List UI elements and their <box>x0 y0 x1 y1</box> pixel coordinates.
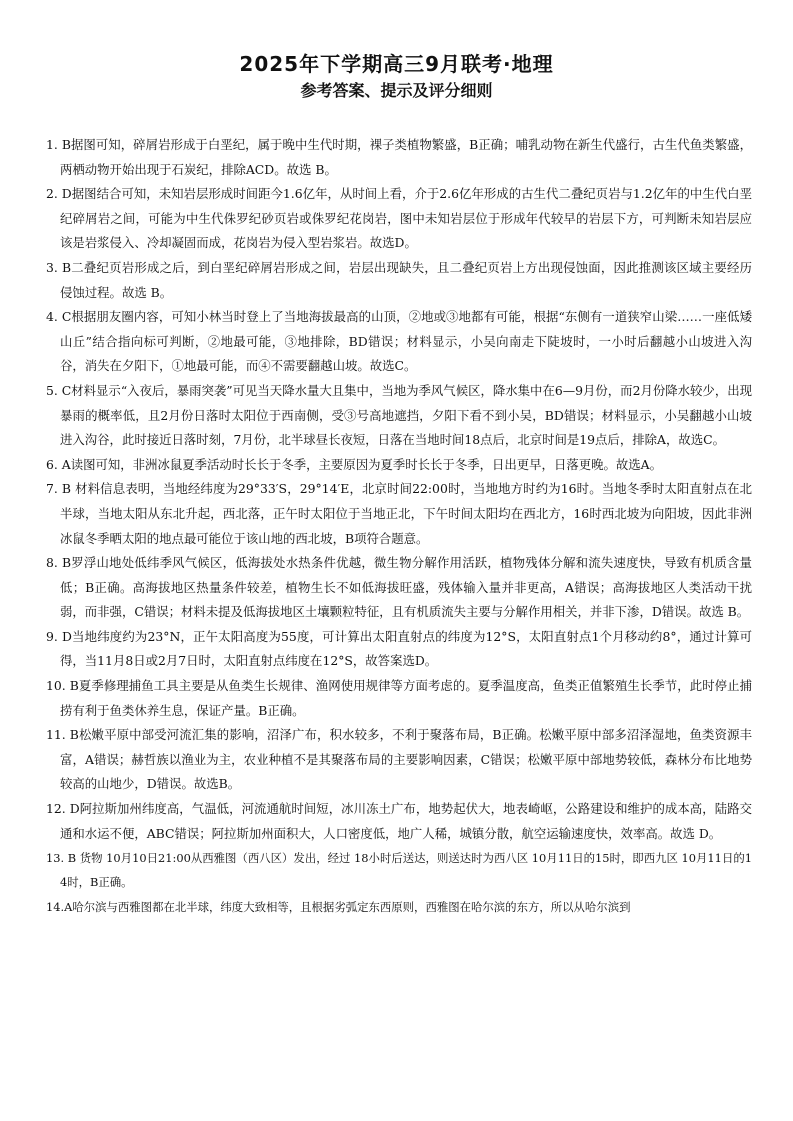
answer-item-3: 3. B二叠纪页岩形成之后，到白垩纪碎屑岩形成之间，岩层出现缺失，且二叠纪页岩上方出现侵蚀面，因此推测该区域主要经历侵蚀过程。故选 B。 <box>46 259 752 300</box>
answer-item-11: 11. B松嫩平原中部受河流汇集的影响，沼泽广布，积水较多，不利于聚落布局，B正确。松嫩平原中部多沼泽湿地，鱼类资源丰富，A错误；赫哲族以渔业为主，农业种植不是其聚落布局的主要影响因素，C错误；松嫩平原中部地势较低，森林分布比地势较高的山地少，D错误。故选B。 <box>46 727 752 792</box>
answer-item-14: 14.A哈尔滨与西雅图都在北半球，纬度大致相等，且根据劣弧定东西原则，西雅图在哈尔滨的东方，所以从哈尔滨到 <box>46 899 631 914</box>
answer-item-10: 10. B夏季修理捕鱼工具主要是从鱼类生长规律、渔网使用规律等方面考虑的。夏季温度高，鱼类正值繁殖生长季节，此时停止捕捞有利于鱼类休养生息，保证产量。B正确。 <box>46 678 752 718</box>
page-title: 2025年下学期高三9月联考·地理 <box>239 52 554 76</box>
answer-item-13: 13. B 货物 10月10日21:00从西雅图（西八区）发出，经过 18小时后送达，则送达时为西八区 10月11日的15时，即西九区 10月11日的14时，B正确。 <box>46 851 752 890</box>
answer-item-9: 9. D当地纬度约为23°N，正午太阳高度为55度，可计算出太阳直射点的纬度为12°S，太阳直射点1个月移动约8°，通过计算可得，当11月8日或2月7日时，太阳直射点纬度在12°S，故答案选D。 <box>46 628 752 669</box>
answer-item-6: 6. A读图可知，非洲冰鼠夏季活动时长长于冬季，主要原因为夏季时长长于冬季，日出更早，日落更晚。故选A。 <box>46 456 663 472</box>
answer-item-2: 2. D据图结合可知，未知岩层形成时间距今1.6亿年，从时间上看，介于2.6亿年形成的古生代二叠纪页岩与1.2亿年的中生代白垩纪碎屑岩之间，可能为中生代侏罗纪砂页岩或侏罗纪花岗岩，图中未知岩层位于形成年代较早的岩层下方，可判断未知岩层应该是岩浆侵入、冷却凝固而成，花岗岩为侵入型岩浆岩。故选D。 <box>46 186 752 251</box>
answer-item-12: 12. D阿拉斯加州纬度高，气温低，河流通航时间短，冰川冻土广布，地势起伏大，地表崎岖，公路建设和维护的成本高，陆路交通和水运不便，ABC错误；阿拉斯加州面积大，人口密度低，地广人稀，城镇分散，航空运输速度快，效率高。故选 D。 <box>46 801 752 841</box>
answer-item-4: 4. C根据朋友圈内容，可知小林当时登上了当地海拔最高的山顶，②地或③地都有可能，根据“东侧有一道狭窄山梁……一座低矮山丘”结合指向标可判断，②地最可能，③地排除，BD错误；材料显示，小吴向南走下陡坡时，一小时后翻越小山坡进入沟谷，消失在夕阳下，①地最可能，而④不需要翻越山坡。故选C。 <box>46 309 752 374</box>
answer-list <box>46 133 752 919</box>
answer-item-7: 7. B 材料信息表明，当地经纬度为29°33′S，29°14′E，北京时间22:00时，当地地方时约为16时。当地冬季时太阳直射点在北半球，当地太阳从东北升起，西北落，正午时太阳位于当地正北，下午时间太阳均在西北方，16时西北坡为向阳坡，因此非洲冰鼠冬季晒太阳的地点最可能位于该山地的西北坡，B项符合题意。 <box>46 481 752 546</box>
answer-item-8: 8. B罗浮山地处低纬季风气候区，低海拔处水热条件优越，微生物分解作用活跃，植物残体分解和流失速度快，导致有机质含量低；B正确。高海拔地区热量条件较差，植物生长不如低海拔旺盛，残体输入量并非更高，A错误；高海拔地区人类活动干扰弱，而非强，C错误；材料未提及低海拔地区土壤颗粒特征，且有机质流失主要与分解作用相关，并非下渗，D错误。故选 B。 <box>46 555 752 620</box>
answer-item-1: 1. B据图可知，碎屑岩形成于白垩纪，属于晚中生代时期，裸子类植物繁盛，B正确；哺乳动物在新生代盛行，古生代鱼类繁盛，两栖动物开始出现于石炭纪，排除ACD。故选 B。 <box>46 137 752 177</box>
answer-item-5: 5. C材料显示“入夜后，暴雨突袭”可见当天降水量大且集中，当地为季风气候区，降水集中在6—9月份，而2月份降水较少，出现暴雨的概率低，且2月份日落时太阳位于西南侧，受③号高地遮挡，夕阳下看不到小吴，BD错误；材料显示，小吴翻越小山坡进入沟谷，此时接近日落时刻，7月份，北半球昼长夜短，日落在当地时间18点后，北京时间是19点后，排除A，故选C。 <box>46 382 752 448</box>
page-subtitle: 参考答案、提示及评分细则 <box>300 81 493 100</box>
